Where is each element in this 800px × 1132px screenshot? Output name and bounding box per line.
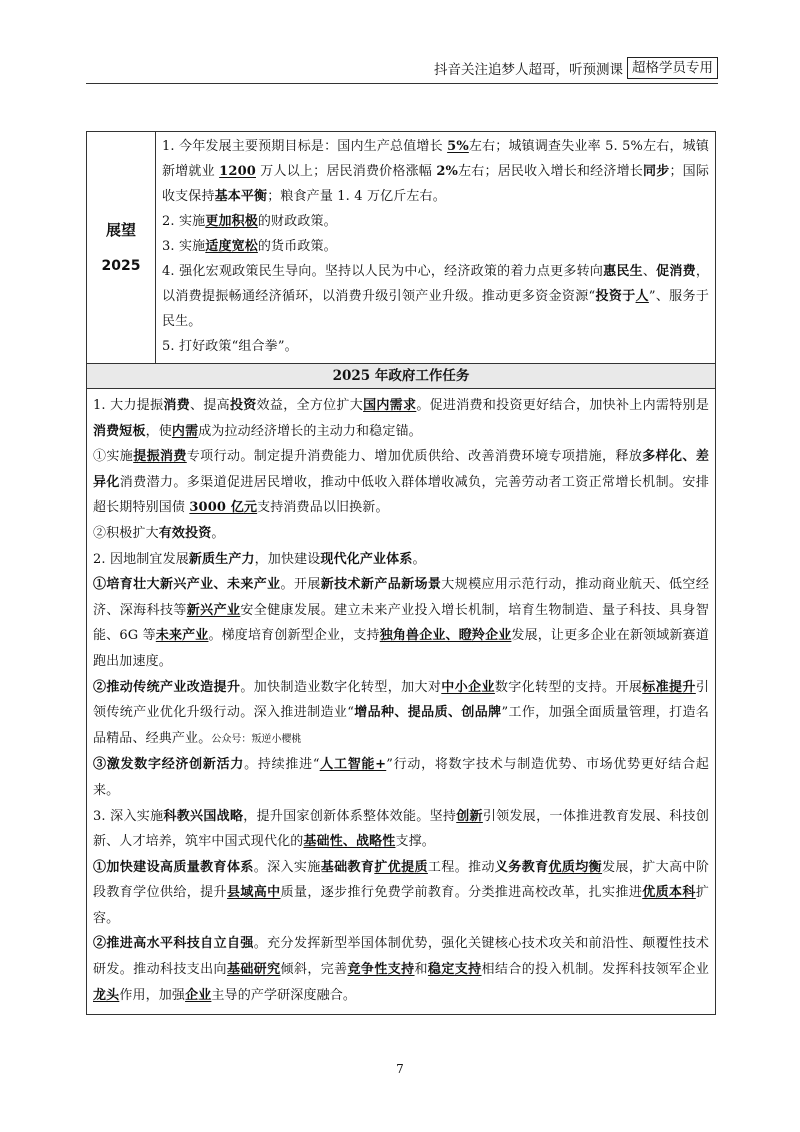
task-1a: ①实施提振消费专项行动。制定提升消费能力、增加优质供给、改善消费环境专项措施，释放多样化、差异化消费潜力。多渠道促进居民增收，推动中低收入群体增收减负，完善劳动者工资正常增长机制。安排超长期特别国债 3000 亿元支持消费品以旧换新。 bbox=[93, 449, 709, 516]
outlook-item-4: 4. 强化宏观政策民生导向。坚持以人民为中心，经济政策的着力点更多转向惠民生、促消费，以消费提振畅通经济循环，以消费升级引领产业升级。推动更多资金资源“投资于人”、服务于民生。 bbox=[162, 264, 709, 329]
task-3a: ①加快建设高质量教育体系。深入实施基础教育扩优提质工程。推动义务教育优质均衡发展，扩大高中阶段教育学位供给，提升县域高中质量，逐步推行免费学前教育。分类推进高校改革，扎实推进优质本科扩容。 bbox=[93, 859, 710, 926]
task-2a: ①培育壮大新兴产业、未来产业。开展新技术新产品新场景大规模应用示范行动，推动商业航天、低空经济、深海科技等新兴产业安全健康发展。建立未来产业投入增长机制，培育生物制造、量子科技、具身智能、6G 等未来产业。梯度培育创新型企业，支持独角兽企业、瞪羚企业发展，让更多企业在新领域新赛道跑出加速度。 bbox=[93, 577, 709, 669]
tasks-row bbox=[87, 389, 716, 1015]
outlook-label: 展望 bbox=[105, 220, 136, 239]
outlook-content-cell bbox=[156, 132, 716, 364]
task-2b: ②推动传统产业改造提升。加快制造业数字化转型，加大对中小企业数字化转型的支持。开展标准提升引领传统产业优化升级行动。深入推进制造业“增品种、提品质、创品牌”工作，加强全面质量管理，打造名品精品、经典产业。公众号：叛逆小樱桃 bbox=[93, 679, 710, 746]
task-1: 1. 大力提振消费、提高投资效益，全方位扩大国内需求。促进消费和投资更好结合，加快补上内需特别是消费短板，使内需成为拉动经济增长的主动力和稳定锚。 bbox=[93, 398, 709, 439]
header-text: 抖音关注追梦人超哥，听预测课 bbox=[434, 62, 623, 78]
tasks-title: 2025 年政府工作任务 bbox=[87, 364, 716, 389]
header-badge: 超格学员专用 bbox=[627, 57, 718, 79]
outlook-item-1: 1. 今年发展主要预期目标是：国内生产总值增长 5%左右；城镇调查失业率 5. 5%左右，城镇新增就业 1200 万人以上；居民消费价格涨幅 2%左右；居民收入增长和经济增长同步；国际收支保持基本平衡；粮食产量 1. 4 万亿斤左右。 bbox=[162, 139, 710, 204]
task-3b: ②推进高水平科技自立自强。充分发挥新型举国体制优势，强化关键核心技术攻关和前沿性、颠覆性技术研发。推动科技支出向基础研究倾斜，完善竞争性支持和稳定支持相结合的投入机制。发挥科技领军企业龙头作用，加强企业主导的产学研深度融合。 bbox=[93, 936, 709, 1003]
outlook-year: 2025 bbox=[101, 257, 141, 274]
outlook-item-3: 3. 实施适度宽松的货币政策。 bbox=[162, 239, 337, 254]
page-header bbox=[434, 56, 718, 80]
outlook-item-5: 5. 打好政策“组合拳”。 bbox=[162, 339, 298, 354]
task-3: 3. 深入实施科教兴国战略，提升国家创新体系整体效能。坚持创新引领发展，一体推进教育发展、科技创新、人才培养，筑牢中国式现代化的基础性、战略性支撑。 bbox=[93, 808, 709, 850]
tasks-head-row bbox=[87, 364, 716, 389]
task-2: 2. 因地制宜发展新质生产力，加快建设现代化产业体系。 bbox=[93, 551, 426, 567]
header-rule bbox=[86, 83, 718, 84]
task-1b: ②积极扩大有效投资。 bbox=[93, 525, 225, 541]
tasks-content-cell bbox=[87, 389, 716, 1015]
outlook-row bbox=[87, 132, 716, 364]
outlook-item-2: 2. 实施更加积极的财政政策。 bbox=[162, 214, 337, 229]
task-2c: ③激发数字经济创新活力。持续推进“人工智能+”行动，将数字技术与制造优势、市场优势更好结合起来。 bbox=[93, 757, 709, 798]
policy-table bbox=[86, 131, 716, 1015]
page-number: 7 bbox=[396, 1062, 404, 1076]
watermark-note: 公众号：叛逆小樱桃 bbox=[211, 733, 302, 745]
outlook-label-cell bbox=[87, 132, 156, 364]
